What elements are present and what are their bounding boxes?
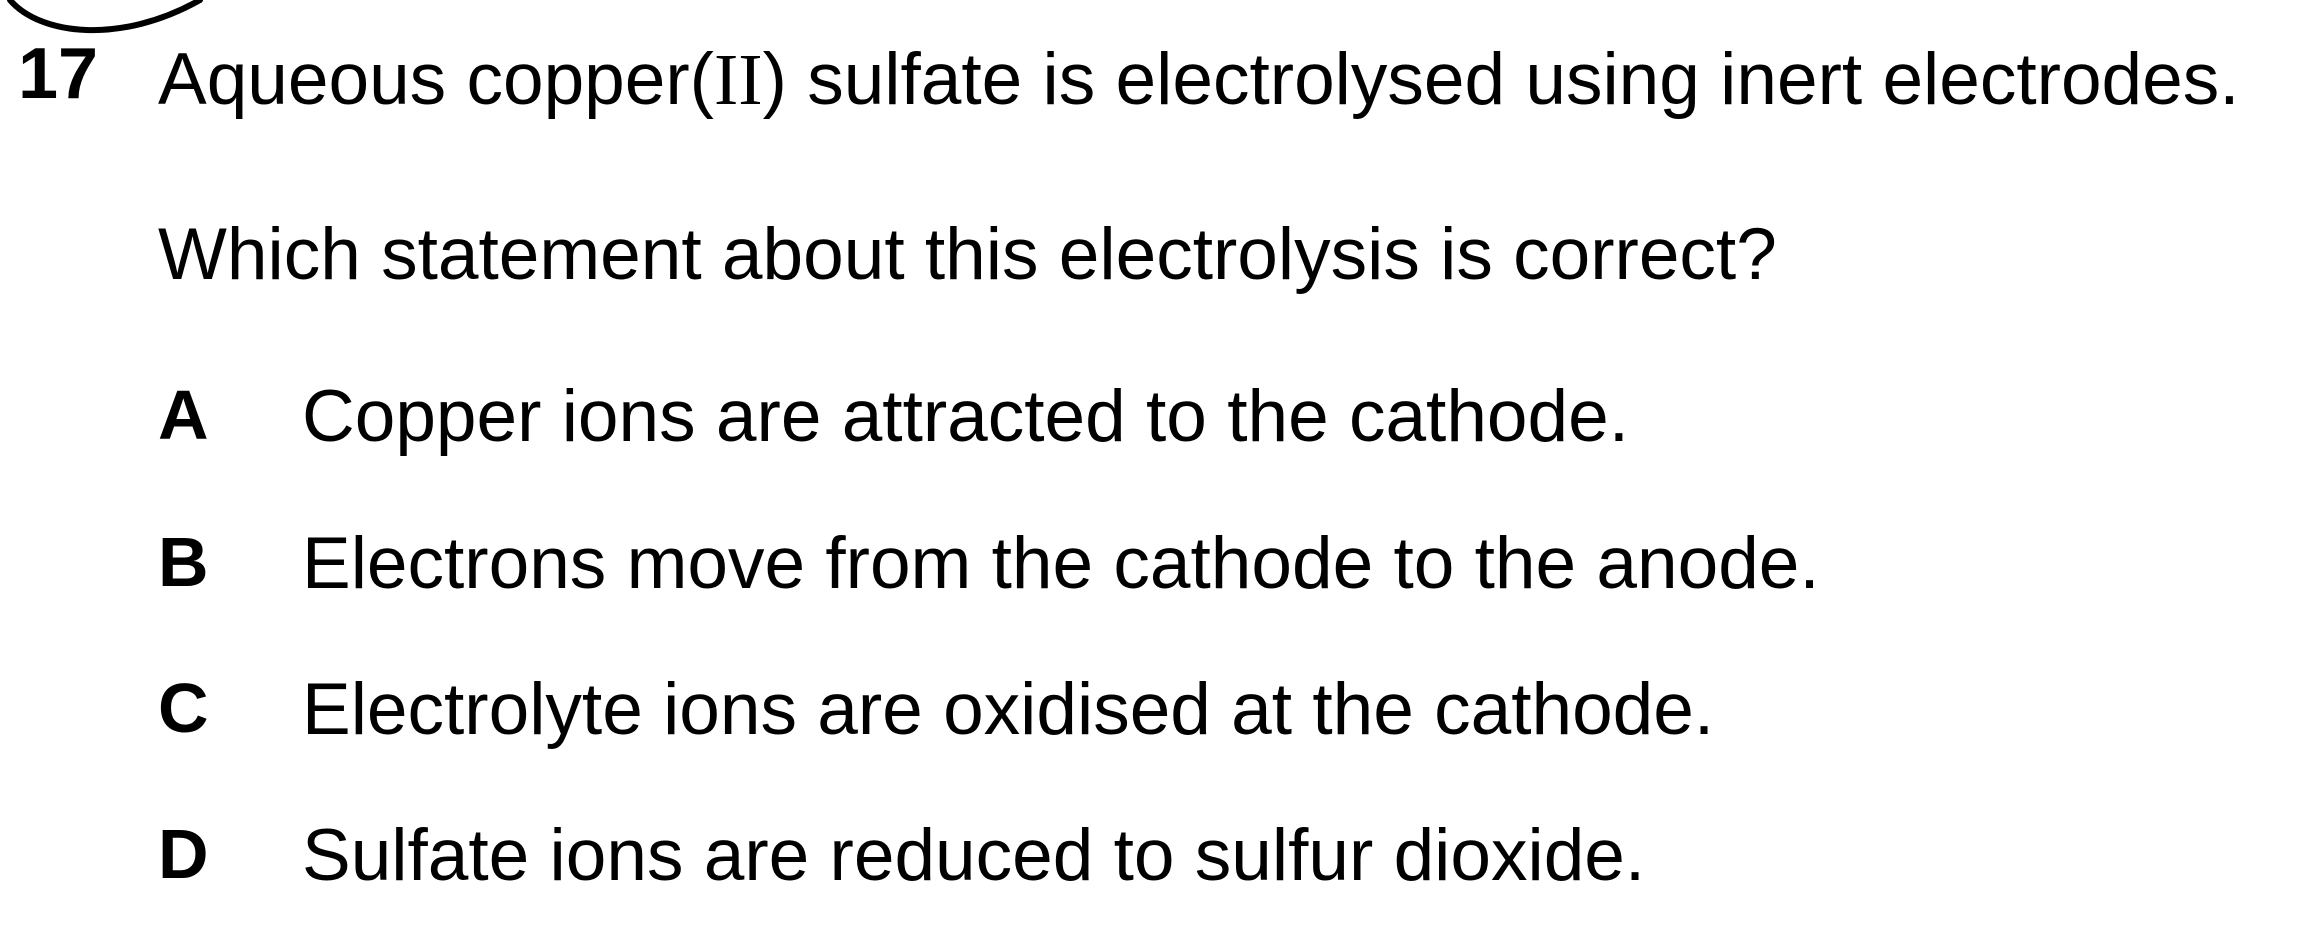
option-letter: D xyxy=(158,815,209,893)
stem-text-start: Aqueous copper( xyxy=(158,39,714,120)
question-prompt: Which statement about this electrolysis is correct? xyxy=(158,214,1777,295)
option-letter: B xyxy=(158,523,209,601)
question-number: 17 xyxy=(18,34,99,114)
option-letter: A xyxy=(158,376,209,454)
option-letter: C xyxy=(158,669,209,747)
option-text: Copper ions are attracted to the cathode. xyxy=(302,376,1630,457)
option-text: Electrons move from the cathode to the anode. xyxy=(302,523,1820,604)
question-stem xyxy=(158,36,2240,124)
option-text: Electrolyte ions are oxidised at the cathode. xyxy=(302,669,1715,750)
option-text: Sulfate ions are reduced to sulfur dioxide. xyxy=(302,815,1646,896)
stem-roman-numeral: II xyxy=(713,39,763,120)
stem-text-end: ) sulfate is electrolysed using inert electrodes. xyxy=(762,39,2240,120)
